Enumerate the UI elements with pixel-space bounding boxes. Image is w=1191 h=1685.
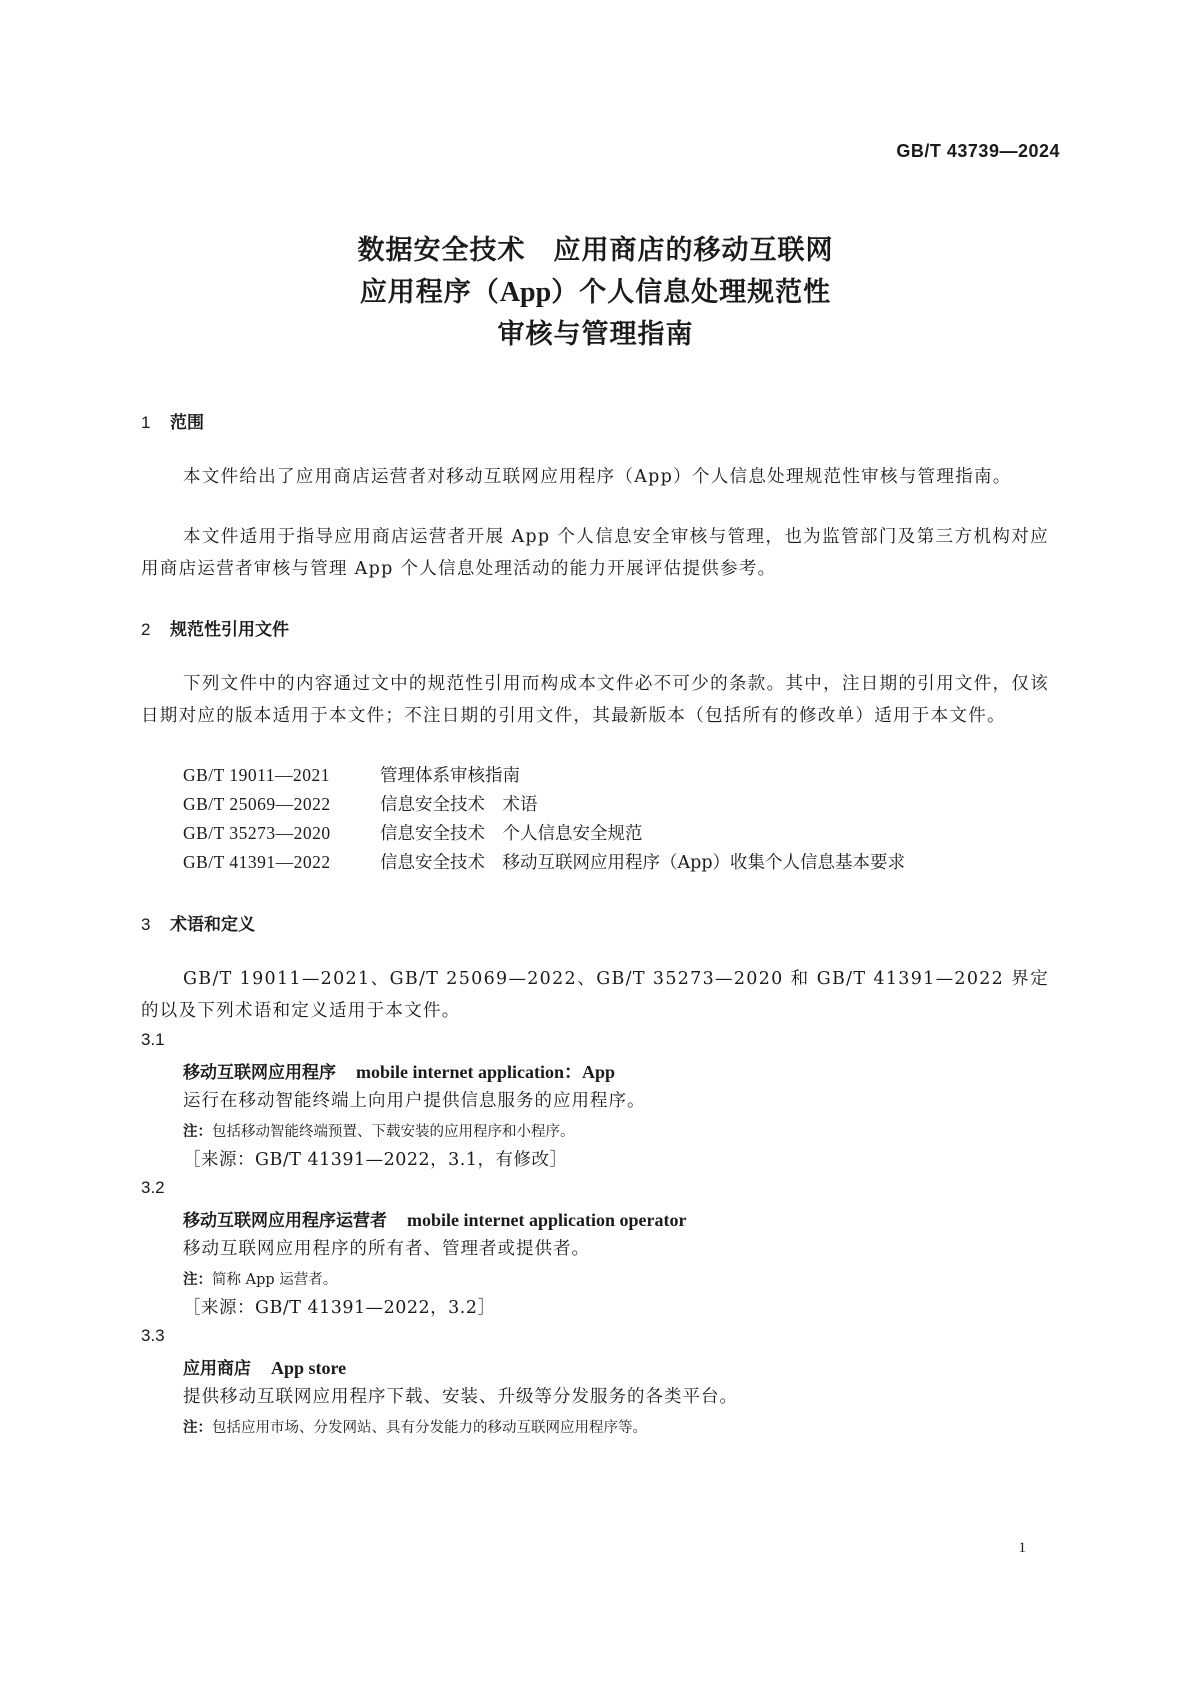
note-label: 注： (183, 1124, 212, 1140)
term-note (183, 1120, 575, 1141)
title-line-1: 数据安全技术 应用商店的移动互联网 (357, 235, 834, 266)
term-name-en: mobile internet application：App (356, 1062, 616, 1082)
term-source: ［来源：GB/T 41391—2022，3.2］ (183, 1298, 496, 1318)
section-3-title: 术语和定义 (170, 915, 255, 935)
section-2-number: 2 (141, 620, 151, 639)
reference-code: GB/T 25069—2022 (183, 794, 331, 814)
section-1-heading (141, 408, 204, 433)
section-3-intro: GB/T 19011—2021、GB/T 25069—2022、GB/T 35273—2020 和 GB/T 41391—2022 界定的以及下列术语和定义适用于本文件。 (141, 969, 1049, 1021)
reference-item (183, 849, 905, 874)
page-number: 1 (1018, 1540, 1026, 1556)
term-name (183, 1354, 346, 1379)
section-3-number: 3 (141, 915, 151, 934)
term-definition: 移动互联网应用程序的所有者、管理者或提供者。 (183, 1239, 590, 1259)
reference-title: 信息安全技术 移动互联网应用程序（App）收集个人信息基本要求 (380, 853, 906, 873)
title-line-3: 审核与管理指南 (497, 319, 694, 350)
term-note (183, 1416, 647, 1437)
reference-code: GB/T 35273—2020 (183, 823, 331, 843)
reference-title: 管理体系审核指南 (380, 766, 520, 786)
reference-title: 信息安全技术 术语 (380, 795, 538, 815)
section-1-paragraph-1: 本文件给出了应用商店运营者对移动互联网应用程序（App）个人信息处理规范性审核与管理指南。 (183, 467, 1012, 487)
title-line-2-en: App (499, 277, 552, 308)
term-name-zh: 移动互联网应用程序 (183, 1063, 336, 1083)
term-name-en: mobile internet application operator (407, 1210, 687, 1230)
term-name-zh: 应用商店 (183, 1359, 251, 1379)
term-note (183, 1268, 337, 1289)
section-2-intro: 下列文件中的内容通过文中的规范性引用而构成本文件必不可少的条款。其中，注日期的引用文件，仅该日期对应的版本适用于本文件；不注日期的引用文件，其最新版本（包括所有的修改单）适用于本文件。 (141, 674, 1049, 726)
term-definition: 提供移动互联网应用程序下载、安装、升级等分发服务的各类平台。 (183, 1387, 738, 1407)
title-line-2-suffix: ）个人信息处理规范性 (551, 277, 832, 308)
term-definition: 运行在移动智能终端上向用户提供信息服务的应用程序。 (183, 1091, 646, 1111)
term-number: 3.1 (141, 1030, 165, 1049)
title-line-2-prefix: 应用程序（ (359, 277, 500, 308)
term-number: 3.2 (141, 1178, 165, 1197)
title-line-2 (0, 270, 1191, 309)
standard-number: GB/T 43739—2024 (896, 141, 1060, 161)
term-name-en: App store (271, 1358, 347, 1378)
note-label: 注： (183, 1272, 212, 1288)
reference-code: GB/T 19011—2021 (183, 765, 331, 785)
section-1-paragraph-2: 本文件适用于指导应用商店运营者开展 App 个人信息安全审核与管理，也为监管部门及第三方机构对应用商店运营者审核与管理 App 个人信息处理活动的能力开展评估提供参考。 (141, 527, 1049, 579)
reference-item (183, 791, 538, 816)
term-name (183, 1058, 615, 1084)
reference-title: 信息安全技术 个人信息安全规范 (380, 824, 643, 844)
term-number: 3.3 (141, 1326, 165, 1345)
note-label: 注： (183, 1420, 212, 1436)
term-name (183, 1206, 686, 1231)
section-2-title: 规范性引用文件 (170, 620, 289, 640)
section-1-title: 范围 (170, 413, 204, 433)
reference-item (183, 820, 643, 845)
reference-code: GB/T 41391—2022 (183, 852, 331, 872)
note-text: 包括应用市场、分发网站、具有分发能力的移动互联网应用程序等。 (212, 1420, 647, 1436)
section-1-number: 1 (141, 413, 151, 432)
section-2-heading (141, 615, 289, 640)
note-text: 包括移动智能终端预置、下载安装的应用程序和小程序。 (212, 1124, 575, 1140)
section-3-heading (141, 910, 255, 935)
term-source: ［来源：GB/T 41391—2022，3.1，有修改］ (183, 1150, 568, 1170)
note-text: 简称 App 运营者。 (212, 1272, 338, 1288)
term-name-zh: 移动互联网应用程序运营者 (183, 1211, 387, 1231)
reference-item (183, 762, 520, 787)
